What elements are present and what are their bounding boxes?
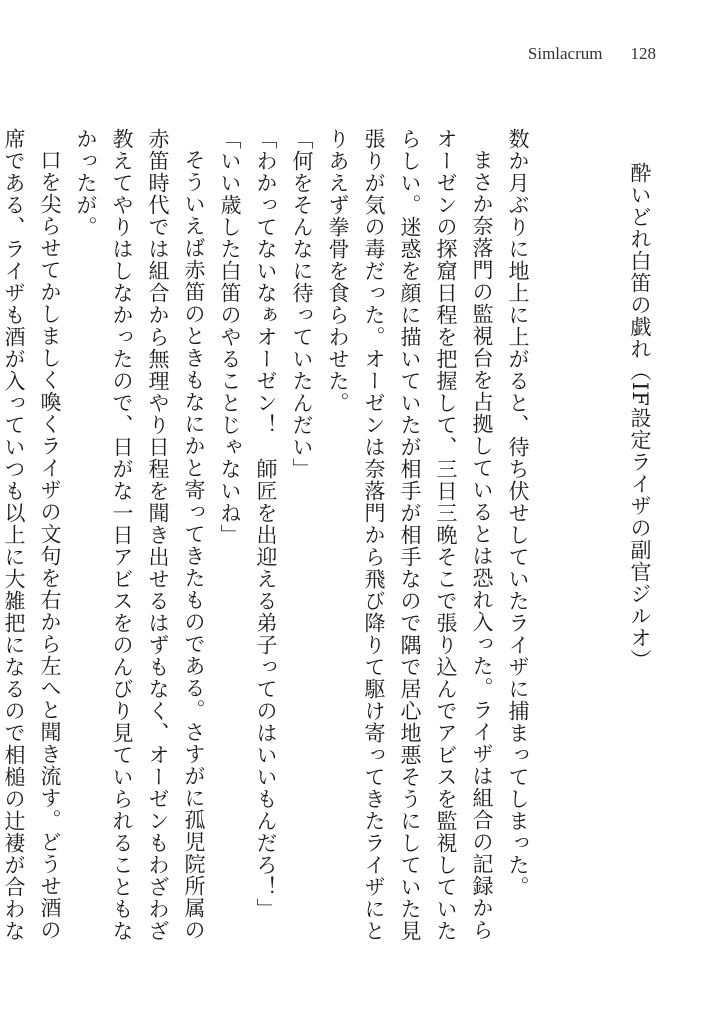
paragraph-1: 数か月ぶりに地上に上がると、待ち伏せしていたライザに捕まってしまった。 xyxy=(506,128,530,898)
dialogue-3: 「いい歳した白笛のやることじゃないね」 xyxy=(218,128,242,546)
paragraph-3: そういえば赤笛のときもなにかと寄ってきたものである。さすがに孤児院所属の赤笛時代では組合から無理やり日程を聞き出せるはずもなく、オーゼンもわざわざ教えてやりはしなかったので、日がな一日アビスをのんびり見ていられることもなかったが。 xyxy=(74,128,206,942)
running-header xyxy=(528,44,656,64)
dialogue-2: 「わかってないなぁオーゼン！ 師匠を出迎える弟子ってのはいいもんだろ！」 xyxy=(254,128,278,920)
dialogue-1: 「何をそんなに待っていたんだい」 xyxy=(290,128,314,480)
body-text xyxy=(0,128,536,954)
paragraph-2: まさか奈落門の監視台を占拠しているとは恐れ入った。ライザは組合の記録からオーゼンの探窟日程を把握して、三日三晩そこで張り込んでアビスを監視していたらしい。迷惑を顔に描いていたが相手が相手なので隅で居心地悪そうにしていた見張りが気の毒だった。オーゼンは奈落門から飛び降りて駆け寄ってきたライザにとりあえず拳骨を食らわせた。 xyxy=(326,128,494,942)
paragraph-4: 口を尖らせてかしましく喚くライザの文句を右から左へと聞き流す。どうせ酒の席である、ライザも酒が入っていつも以上に大雑把になるので相槌の辻褄が合わな xyxy=(2,128,62,942)
book-title: Simlacrum xyxy=(527,44,603,63)
chapter-title: 酔いどれ白笛の戯れ（IF設定ライザの副官ジルオ） xyxy=(628,162,652,671)
page-number: 128 xyxy=(630,44,656,63)
